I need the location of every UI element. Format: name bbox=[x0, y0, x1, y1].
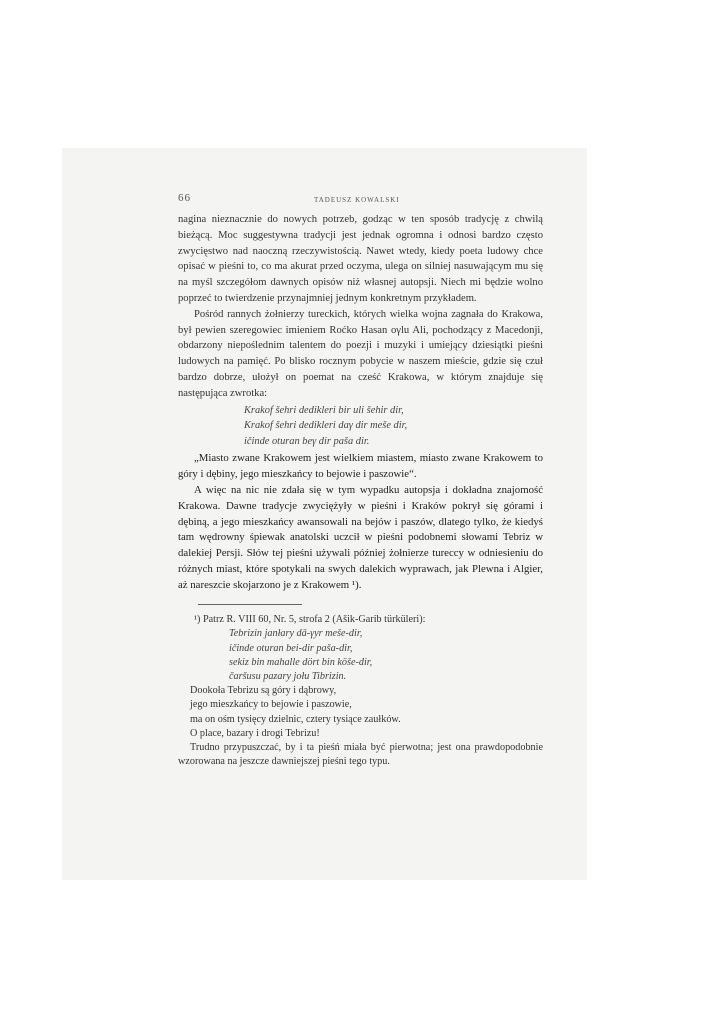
footnote-translation-line: jego mieszkańcy to bejowie i paszowie, bbox=[190, 699, 352, 711]
footnote-note: Trudno przypuszczać, by i ta pieśń miała być pierwotna; jest ona prawdopodobnie wzorowana na jeszcze dawniejszej pieśni tego typu. bbox=[178, 741, 543, 768]
footnote-reference: ¹) Patrz R. VIII 60, Nr. 5, strofa 2 (Ašik-Garib türküleri): bbox=[194, 614, 426, 626]
footnote-verse-line: ičinde oturan bei-dir paša-dir, bbox=[229, 642, 353, 654]
paragraph-4: A więc na nic nie zdała się w tym wypadku autopsja i dokładna znajomość Krakowa. Dawne tradycje zwyciężyły w pieśni i Kraków pokrył się górami i dębiną, a jego mieszkańcy awansowali na bejów i paszów, dlatego tylko, że kiedyś tam wędrowny śpiewak anatolski uczcił w pieśni podobnemi słowami Tebriz w dalekiej Persji. Słów tej pieśni używali później żołnierze tureccy w odniesieniu do różnych miast, które spotykali na swych dalekich wyprawach, jak Plewna i Algier, aż nareszcie skojarzono je z Krakowem ¹). bbox=[178, 483, 543, 592]
footnote-verse-line: čaršusu pazary jołu Tibrizin. bbox=[229, 670, 347, 682]
verse-line: Krakof šehri dedikleri bir ulі šehir dir, bbox=[244, 404, 404, 416]
footnote-verse-line: sekiz bin mahalle dört bin köše-dir, bbox=[229, 656, 373, 668]
footnote-translation-line: ma on ośm tysięcy dzielnic, cztery tysiące zaułków. bbox=[190, 713, 401, 725]
paragraph-translation: „Miasto zwane Krakowem jest wielkiem miastem, miasto zwane Krakowem to góry i dębiny, jego mieszkańcy to bejowie i paszowie“. bbox=[178, 451, 543, 480]
page-header bbox=[178, 190, 543, 212]
footnote-translation-line: Dookoła Tebrizu są góry i dąbrowy, bbox=[190, 685, 337, 697]
main-text bbox=[178, 212, 543, 594]
page-number: 66 bbox=[178, 192, 191, 204]
running-head: TADEUSZ KOWALSKI bbox=[314, 196, 400, 204]
footnote-divider bbox=[198, 604, 302, 605]
paragraph-1: nagina nieznacznie do nowych potrzeb, godząc w ten sposób tradycję z chwilą bieżącą. Moc suggestywna tradycji jest jednak ogromna i odnosi bardzo często zwycięstwo nad naoczną rzeczywistością. Nawet wtedy, kiedy poeta ludowy chce opisać w pieśni to, co ma akurat przed oczyma, ulega on silniej nasuwającym mu się na myśl szczegółom dawnych opisów niż własnej autopsji. Niech mi będzie wolno poprzeć to twierdzenie przynajmniej jednym konkretnym przykładem. bbox=[178, 214, 543, 304]
book-page bbox=[178, 190, 543, 769]
verse-stanza bbox=[244, 403, 543, 450]
footnote bbox=[178, 613, 543, 769]
footnote-verse-line: Tebrizin janłary dā-γyr meše-dir, bbox=[229, 628, 363, 640]
footnote-translation-line: O place, bazary i drogi Tebrizu! bbox=[190, 727, 320, 739]
verse-line: ičinde oturan beγ dir paša dir. bbox=[244, 436, 370, 448]
verse-line: Krakof šehri dedikleri daγ dir meše dir, bbox=[244, 420, 408, 432]
paragraph-2: Pośród rannych żołnierzy tureckich, których wielka wojna zagnała do Krakowa, był pewien szeregowiec imieniem Roćko Hasan oγlu Ali, pochodzący z Macedonji, obdarzony niepoślednim talentem do poezji i muzyki i umiejący dziesiątki pieśni ludowych na pamięć. Po blisko rocznym pobycie w naszem mieście, gdzie się czuł bardzo dobrze, ułożył on poemat na cześć Krakowa, w którym znajduje się następująca zwrotka: bbox=[178, 308, 543, 399]
